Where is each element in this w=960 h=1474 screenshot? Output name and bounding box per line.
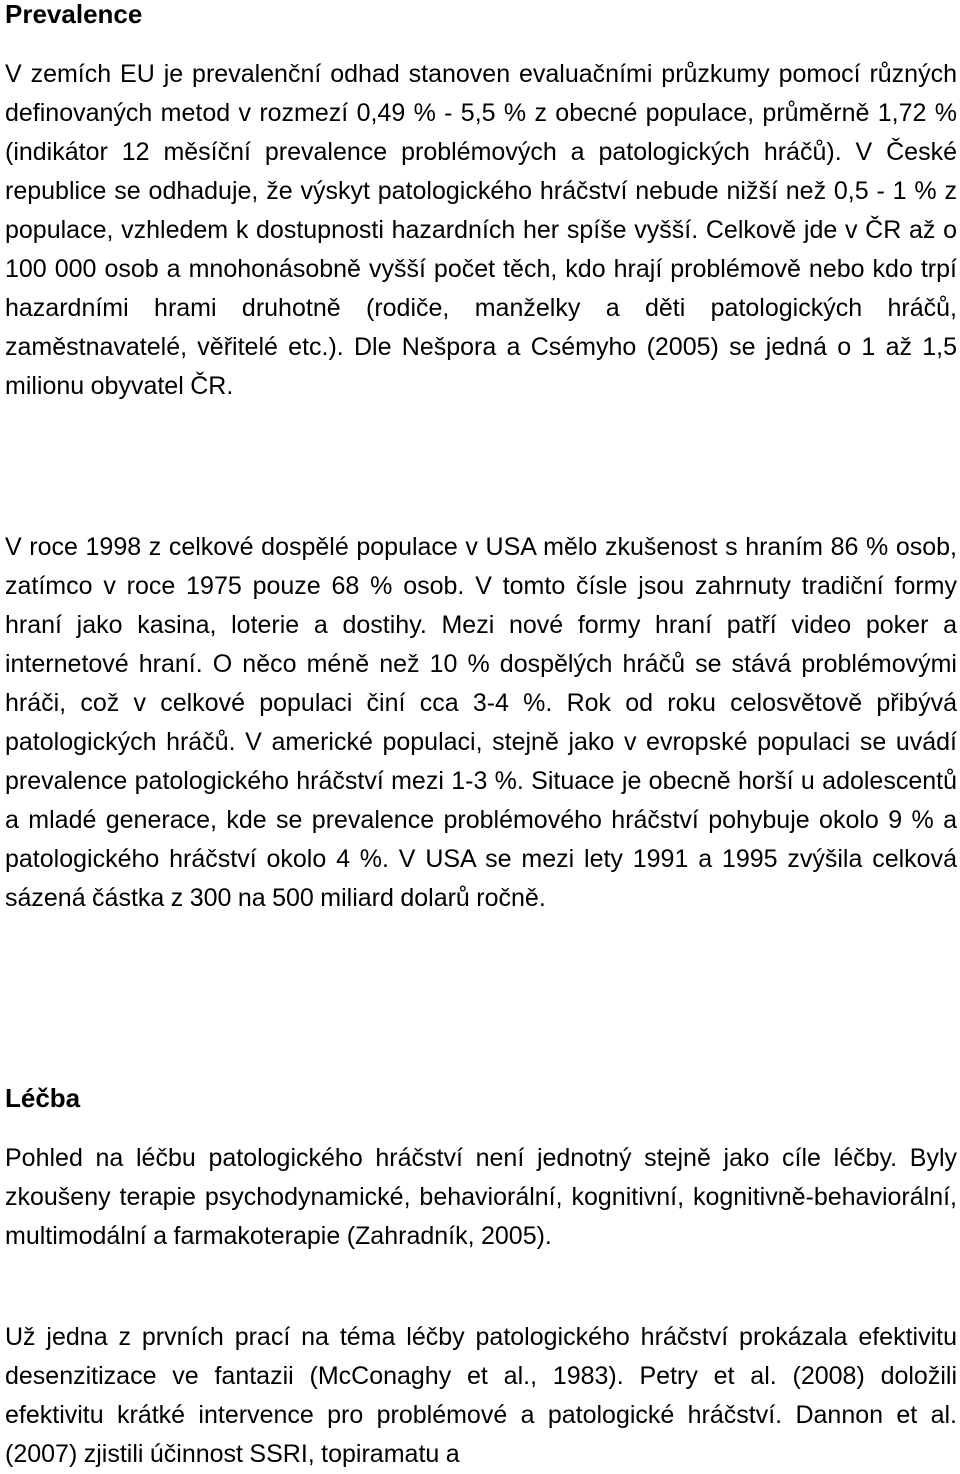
paragraph-treatment-studies: Už jedna z prvních prací na téma léčby patologického hráčství prokázala efektivitu desenzitizace ve fantazii (McConaghy et al., 1983). Petry et al. (2008) doložili efektivitu krátké intervence pro problémové a patologické hráčství. Dannon et al. (2007) zjistili účinnost SSRI, topiramatu a (5, 1323, 957, 1468)
paragraph-prevalence-eu: V zemích EU je prevalenční odhad stanoven evaluačními průzkumy pomocí různých definovaných metod v rozmezí 0,49 % - 5,5 % z obecné populace, průměrně 1,72 % (indikátor 12 měsíční prevalence problémových a patologických hráčů). V České republice se odhaduje, že výskyt patologického hráčství nebude nižší než 0,5 - 1 % z populace, vzhledem k dostupnosti hazardních her spíše vyšší. Celkově jde v ČR až o 100 000 osob a mnohonásobně vyšší počet těch, kdo hrají problémově nebo kdo trpí hazardními hrami druhotně (rodiče, manželky a děti patologických hráčů, zaměstnavatelé, věřitelé etc.). Dle Nešpora a Csémyho (2005) se jedná o 1 až 1,5 milionu obyvatel ČR. (5, 60, 957, 400)
section-heading-treatment: Léčba (5, 1083, 81, 1113)
paragraph-prevalence-usa: V roce 1998 z celkové dospělé populace v USA mělo zkušenost s hraním 86 % osob, zatímco v roce 1975 pouze 68 % osob. V tomto čísle jsou zahrnuty tradiční formy hraní jako kasina, loterie a dostihy. Mezi nové formy hraní patří video poker a internetové hraní. O něco méně než 10 % dospělých hráčů se stává problémovými hráči, což v celkové populaci činí cca 3-4 %. Rok od roku celosvětově přibývá patologických hráčů. V americké populaci, stejně jako v evropské populaci se uvádí prevalence patologického hráčství mezi 1-3 %. Situace je obecně horší u adolescentů a mladé generace, kde se prevalence problémového hráčství pohybuje okolo 9 % a patologického hráčství okolo 4 %. V USA se mezi lety 1991 a 1995 zvýšila celková sázená částka z 300 na 500 miliard dolarů ročně. (5, 533, 957, 912)
paragraph-treatment-overview: Pohled na léčbu patologického hráčství není jednotný stejně jako cíle léčby. Byly zkoušeny terapie psychodynamické, behaviorální, kognitivní, kognitivně-behaviorální, multimodální a farmakoterapie (Zahradník, 2005). (5, 1144, 957, 1250)
section-heading-prevalence: Prevalence (5, 0, 143, 29)
